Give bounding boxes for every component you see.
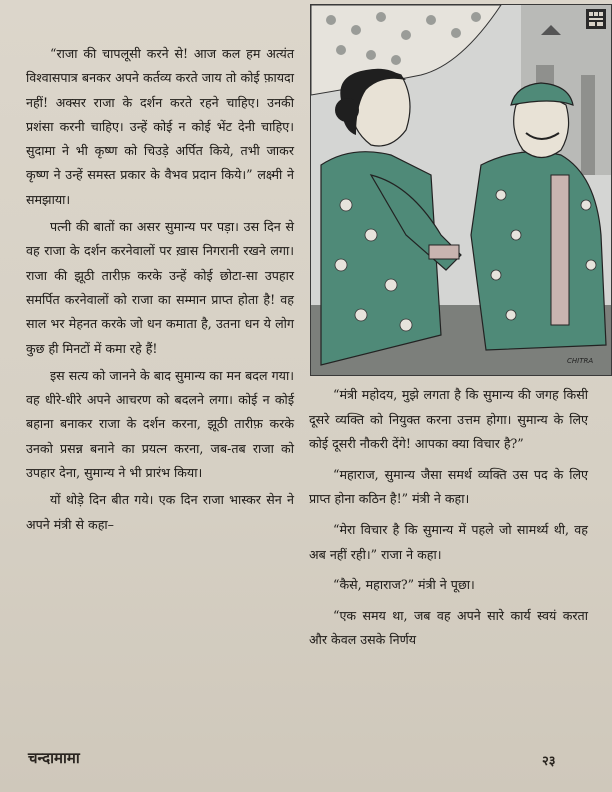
left-paragraph-1: “राजा की चापलूसी करने से! आज कल हम अत्यंत विश्वासपात्र बनकर अपने कर्तव्य करते जाय तो कोई फ़ायदा नहीं! अक्सर राजा के दर्शन करते रहने चाहिए। उनकी प्रशंसा करनी चाहिए। उन्हें कोई न कोई भेंट देनी चाहिए। सुदामा ने भी कृष्ण को चिउड़े अर्पित किये, तभी जाकर कृष्ण ने उन्हें समस्त प्रकार के वैभव प्रदान किये।” लक्ष्मी ने समझाया। (26, 46, 294, 207)
page-number: २३ (542, 754, 556, 769)
artist-signature: CHITRA (567, 357, 594, 365)
right-paragraph-1: “मंत्री महोदय, मुझे लगता है कि सुमान्य की जगह किसी दूसरे व्यक्ति को नियुक्त करना उत्तम होगा। सुमान्य के लिए कोई दूसरी नौकरी देंगे! आपका क्या विचार है?” (309, 387, 588, 452)
left-paragraph-3: इस सत्य को जानने के बाद सुमान्य का मन बदल गया। वह धीरे-धीरे अपने आचरण को बदलने लगा। कोई न कोई बहाना बनाकर राजा के दर्शन करना, झूठी तारीफ़ करके उनको प्रसन्न बनाने का प्रयत्न करना, जब-तब राजा को उपहार देना, सुमान्य ने भी प्रारंभ किया। (26, 367, 294, 481)
magazine-name: चन्दामामा (28, 749, 80, 767)
left-text-column (26, 42, 294, 737)
magazine-logo-icon (585, 8, 607, 30)
right-paragraph-4: “कैसे, महाराज?” मंत्री ने पूछा। (333, 577, 475, 593)
story-illustration (310, 4, 612, 376)
left-paragraph-4: यों थोड़े दिन बीत गये। एक दिन राजा भास्कर सेन ने अपने मंत्री से कहा– (26, 492, 294, 532)
illustration-drawing (311, 5, 611, 375)
right-text-column (309, 383, 588, 735)
right-paragraph-5: “एक समय था, जब वह अपने सारे कार्य स्वयं करता और केवल उसके निर्णय (309, 607, 588, 648)
right-paragraph-3: “मेरा विचार है कि सुमान्य में पहले जो सामर्थ्य थी, वह अब नहीं रही।” राजा ने कहा। (309, 521, 588, 562)
left-paragraph-2: पत्नी की बातों का असर सुमान्य पर पड़ा। उस दिन से वह राजा के दर्शन करनेवालों पर ख़ास निगरानी रखने लगा। राजा की झूठी तारीफ़ करके उन्हें कोई छोटा-सा उपहार समर्पित करनेवालों को राजा का सम्मान प्राप्त होता है! वह साल भर मेहनत करके जो धन कमाता है, उतना धन ये लोग कुछ ही मिनटों में कमा रहे हैं! (26, 219, 294, 356)
right-paragraph-2: “महाराज, सुमान्य जैसा समर्थ व्यक्ति उस पद के लिए प्राप्त होना कठिन है!” मंत्री ने कहा। (309, 466, 588, 507)
